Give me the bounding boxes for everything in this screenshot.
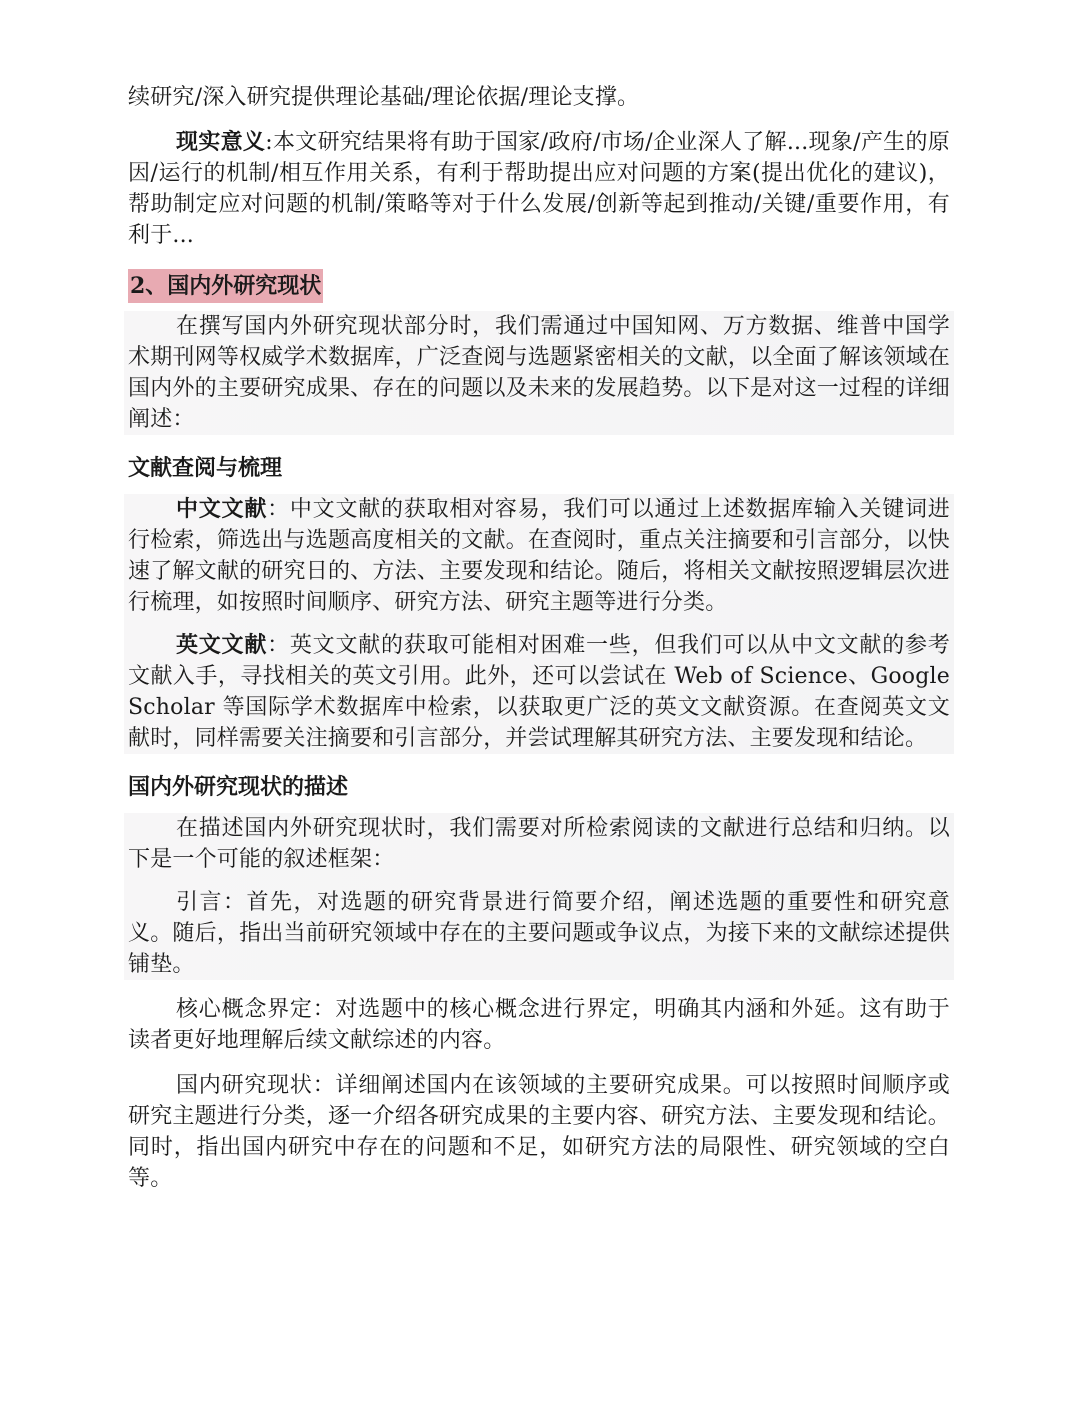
paragraph-practical-significance bbox=[128, 127, 950, 251]
paragraph-chinese-literature bbox=[128, 494, 950, 618]
practical-significance-text: :本文研究结果将有助于国家/政府/市场/企业深人了解...现象/产生的原因/运行的机制/相互作用关系，有利于帮助提出应对问题的方案(提出优化的建议)，帮助制定应对问题的机制/策略等对于什么发展/创新等起到推动/关键/重要作用，有利于... bbox=[128, 130, 950, 248]
english-literature-text: ：英文文献的获取可能相对困难一些，但我们可以从中文文献的参考文献入手，寻找相关的英文引用。此外，还可以尝试在 Web of Science、Google Scholar 等国际学术数据库中检索，以获取更广泛的英文文献资源。在查阅英文文献时，同样需要关注摘要和引言部分，并尝试理解其研究方法、主要发现和结论。 bbox=[128, 633, 950, 751]
shaded-block-literature bbox=[124, 494, 954, 754]
paragraph-core-concept: 核心概念界定：对选题中的核心概念进行界定，明确其内涵和外延。这有助于读者更好地理解后续文献综述的内容。 bbox=[128, 997, 950, 1053]
paragraph-intro: 在撰写国内外研究现状部分时，我们需通过中国知网、万方数据、维普中国学术期刊网等权威学术数据库，广泛查阅与选题紧密相关的文献，以全面了解该领域在国内外的主要研究成果、存在的问题以及未来的发展趋势。以下是对这一过程的详细阐述： bbox=[128, 314, 950, 432]
section-heading-wrap bbox=[128, 251, 950, 303]
paragraph-continuation: 续研究/深入研究提供理论基础/理论依据/理论支撑。 bbox=[128, 85, 640, 110]
chinese-literature-text: ：中文文献的获取相对容易，我们可以通过上述数据库输入关键词进行检索，筛选出与选题高度相关的文献。在查阅时，重点关注摘要和引言部分，以快速了解文献的研究日的、方法、主要发现和结论。随后，将相关文献按照逻辑层次进行梳理，如按照时间顺序、研究方法、研究主题等进行分类。 bbox=[128, 497, 950, 615]
document-page bbox=[128, 82, 950, 1194]
section-2-heading: 2、国内外研究现状 bbox=[128, 269, 323, 303]
paragraph-english-literature bbox=[128, 630, 950, 754]
english-literature-label: 英文文献 bbox=[176, 632, 268, 658]
shaded-block-intro bbox=[124, 311, 954, 435]
subheading-literature-review: 文献查阅与梳理 bbox=[128, 455, 283, 481]
chinese-literature-label: 中文文献 bbox=[176, 496, 268, 522]
paragraph-domestic-status: 国内研究现状：详细阐述国内在该领域的主要研究成果。可以按照时间顺序或研究主题进行分类，逐一介绍各研究成果的主要内容、研究方法、主要发现和结论。同时，指出国内研究中存在的问题和不足，如研究方法的局限性、研究领域的空白等。 bbox=[128, 1073, 950, 1191]
shaded-block-description bbox=[124, 813, 954, 980]
paragraph-describe-intro: 在描述国内外研究现状时，我们需要对所检索阅读的文献进行总结和归纳。以下是一个可能的叙述框架： bbox=[128, 816, 950, 872]
subheading-status-description: 国内外研究现状的描述 bbox=[128, 774, 349, 800]
paragraph-preface: 引言：首先，对选题的研究背景进行简要介绍，阐述选题的重要性和研究意义。随后，指出当前研究领域中存在的主要问题或争议点，为接下来的文献综述提供铺垫。 bbox=[128, 890, 950, 977]
practical-significance-label: 现实意义 bbox=[176, 129, 266, 155]
